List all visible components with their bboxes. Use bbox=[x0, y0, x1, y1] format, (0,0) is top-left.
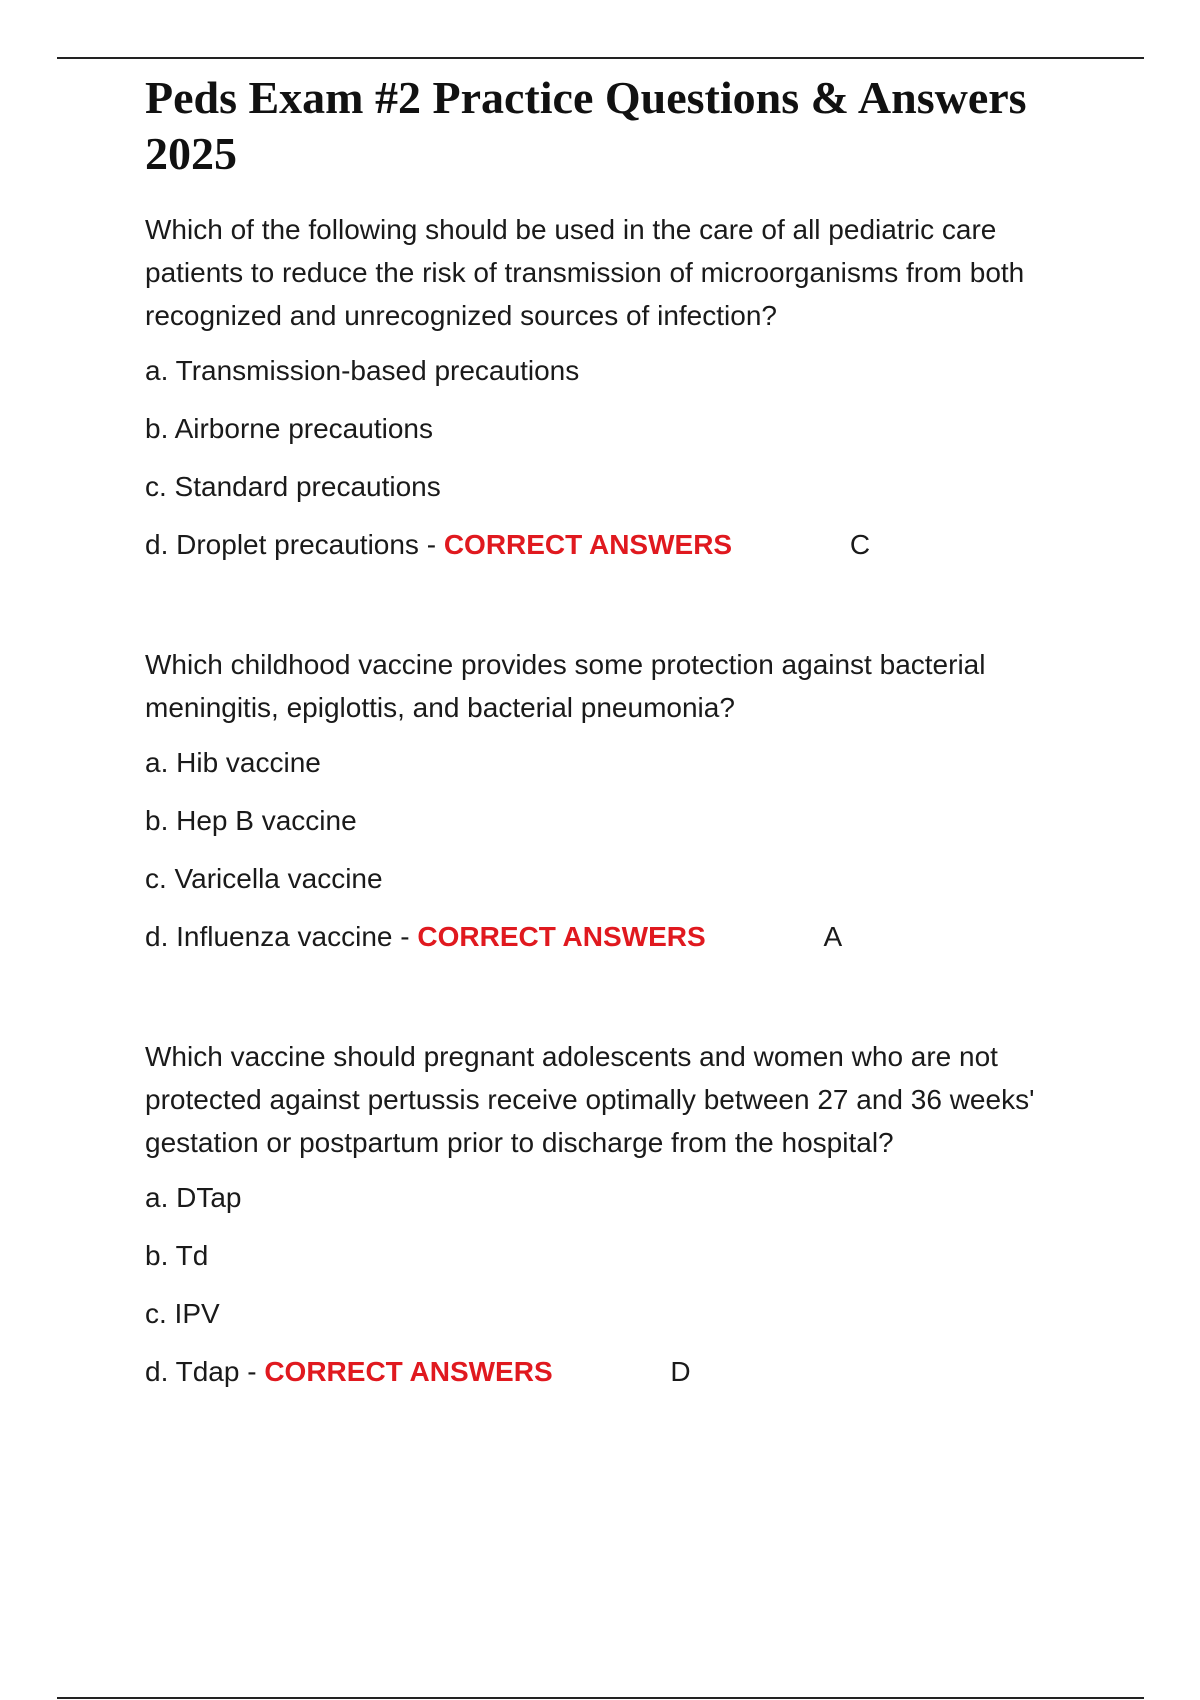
option-d bbox=[145, 525, 1065, 565]
option-d-text: d. Droplet precautions - bbox=[145, 529, 444, 560]
option-d bbox=[145, 1352, 1065, 1392]
question-text: Which of the following should be used in the care of all pediatric care patients to reduce the risk of transmission of microorganisms from both recognized and unrecognized sources of infection? bbox=[145, 214, 1025, 331]
correct-answers-label: CORRECT ANSWERS bbox=[443, 529, 733, 560]
option-c: c. Varicella vaccine bbox=[145, 863, 383, 894]
question-text: Which childhood vaccine provides some protection against bacterial meningitis, epiglottis, and bacterial pneumonia? bbox=[145, 649, 986, 723]
answer-letter: D bbox=[670, 1356, 691, 1387]
question-text: Which vaccine should pregnant adolescents and women who are not protected against pertussis receive optimally between 27 and 36 weeks' gestation or postpartum prior to discharge from the hospital? bbox=[145, 1041, 1035, 1158]
option-a: a. Transmission-based precautions bbox=[145, 355, 580, 386]
question-block bbox=[145, 1035, 1065, 1392]
option-b: b. Hep B vaccine bbox=[145, 805, 357, 836]
option-a: a. DTap bbox=[145, 1182, 242, 1213]
correct-answers-label: CORRECT ANSWERS bbox=[264, 1356, 553, 1387]
answer-letter: C bbox=[849, 529, 871, 560]
option-d bbox=[145, 917, 1065, 957]
option-b: b. Td bbox=[145, 1240, 209, 1271]
option-a: a. Hib vaccine bbox=[145, 747, 321, 778]
document-body bbox=[145, 70, 1065, 1410]
bottom-rule bbox=[57, 1697, 1144, 1699]
document-title: Peds Exam #2 Practice Questions & Answers 2025 bbox=[145, 72, 1027, 179]
correct-answers-label: CORRECT ANSWERS bbox=[417, 921, 706, 952]
answer-letter: A bbox=[823, 921, 843, 952]
top-rule bbox=[57, 57, 1144, 59]
option-d-text: d. Tdap - bbox=[145, 1356, 265, 1387]
option-c: c. IPV bbox=[145, 1298, 220, 1329]
option-d-text: d. Influenza vaccine - bbox=[145, 921, 418, 952]
question-block bbox=[145, 643, 1065, 957]
option-b: b. Airborne precautions bbox=[145, 413, 433, 444]
question-block bbox=[145, 208, 1065, 565]
option-c: c. Standard precautions bbox=[145, 471, 441, 502]
